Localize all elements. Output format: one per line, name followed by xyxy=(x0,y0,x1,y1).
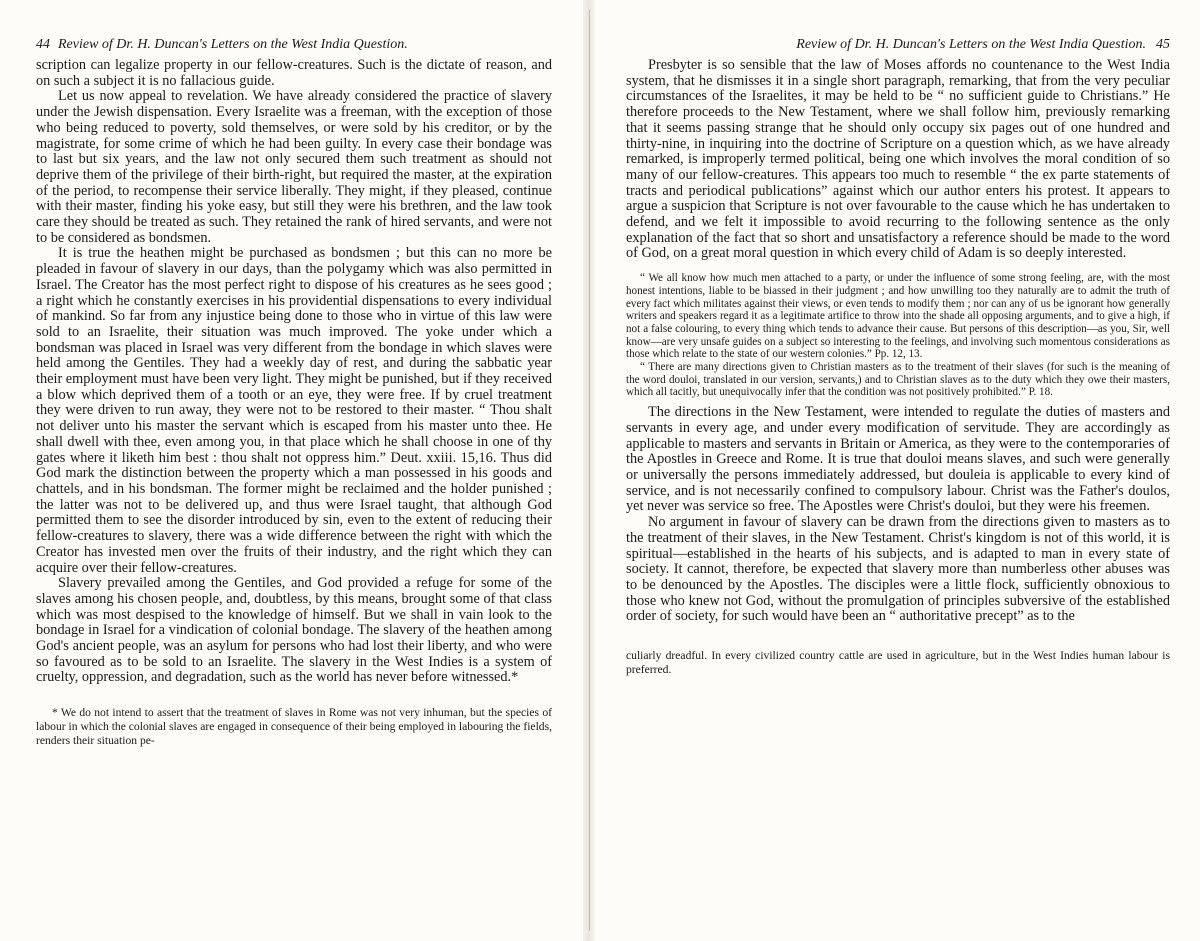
right-page-number: 45 xyxy=(1156,37,1170,52)
paragraph: Slavery prevailed among the Gentiles, and God provided a refuge for some of the slaves among his chosen people, and, doubtless, by this means, brought some of that class which was most despised to the knowledge of himself. But we shall in vain look to the bondage in Israel for a vindication of colonial bondage. The slavery of the heathen among God's ancient people, was an asylum for persons who had lost their liberty, and who were so favoured as to be sold to an Israelite. The slavery in the West Indies is a system of cruelty, oppression, and degradation, such as the world has never before witnessed.* xyxy=(36,575,552,686)
left-page-number: 44 xyxy=(36,37,50,52)
paragraph: The directions in the New Testament, were intended to regulate the duties of masters and servants in every age, and under every modification of servitude. They are accordingly as applicable to masters and servants in Britain or America, as they were to the contemporaries of the Apostles in Greece and Rome. It is true that douloi means slaves, and such were generally or universally the persons immediately addressed, but douleia is applicable to every kind of service, and is not necessarily confined to compulsory labour. Christ was the Father's doulos, yet never was service so free. The Apostles were Christ's douloi, but they were his freemen. xyxy=(626,404,1170,515)
paragraph: No argument in favour of slavery can be drawn from the directions given to masters as to the treatment of their slaves, in the New Testament. Christ's kingdom is not of this world, it is spiritual—established in the hearts of his subjects, and is adapted to man in every state of society. It cannot, therefore, be expected that slavery more than numberless other abuses was to be denounced by the Apostles. The disciples were a little flock, sufficiently obnoxious to those who knew not God, without the promulgation of principles subversive of the established order of society, for such would have been an “ authoritative precept” as to the xyxy=(626,514,1170,625)
block-quote xyxy=(626,272,1170,399)
left-body-text xyxy=(36,58,552,686)
right-page xyxy=(598,0,1200,941)
left-running-title: Review of Dr. H. Duncan's Letters on the West India Question. xyxy=(58,37,408,52)
right-running-title: Review of Dr. H. Duncan's Letters on the West India Question. xyxy=(796,37,1146,52)
quote-paragraph: “ There are many directions given to Christian masters as to the treatment of their slaves (for such is the meaning of the word douloi, translated in our version, servants,) and to Christian slaves as to the duty which they owe their masters, which all tacitly, but unequivocally infer that the condition was not positively prohibited.” P. 18. xyxy=(626,361,1170,399)
gutter-fold-line xyxy=(589,10,590,931)
right-body-text xyxy=(626,58,1170,262)
right-running-head xyxy=(626,36,1170,54)
paragraph: Let us now appeal to revelation. We have already considered the practice of slavery under the Jewish dispensation. Every Israelite was a freeman, with the exception of those who being reduced to poverty, sold themselves, or were sold by his creditor, or by the magistrate, for some crime of which he had been guilty. In every case their bondage was to last but six years, and the law not only secured them such treatment as should not deprive them of the privilege of their birth-right, but required the master, at the expiration of the period, to recompense their service liberally. They might, if they pleased, continue with their master, finding his yoke easy, but still they were his brethren, and the law took care they should be treated as such. They retained the rank of hired servants, and were not to be considered as bondsmen. xyxy=(36,88,552,246)
left-running-head xyxy=(36,36,552,54)
left-page xyxy=(0,0,580,941)
paragraph: It is true the heathen might be purchased as bondsmen ; but this can no more be pleaded in favour of slavery in our days, than the polygamy which was also permitted in Israel. The Creator has the most perfect right to dispose of his creatures as he sees good ; a right which he constantly exercises in his providential dispensations to every individual of mankind. So far from any injustice being done to those who in virtue of this law were sold to an Israelite, their situation was much improved. The yoke under which a bondsman was placed in Israel was very different from the bondage in which slaves were held among the Gentiles. They had a weekly day of rest, and during the sabbatic year their employment must have been very light. They might be punished, but if they received a blow which deprived them of a tooth or an eye, they were free. If by cruel treatment they were driven to run away, they were not to be restored to their master. “ Thou shalt not deliver unto his master the servant which is escaped from his master unto thee. He shall dwell with thee, even among you, in that place which he shall choose in one of thy gates where it liketh him best : thou shalt not oppress him.” Deut. xxiii. 15,16. Thus did God mark the distinction between the property which a man possessed in his goods and chattels, and in his bondsman. The former might be reclaimed and the holder punished ; the latter was not to be delivered up, and thus were Israel taught, that although God permitted them to see the disorder introduced by sin, even to the extent of reducing their fellow-creatures to slavery, there was a wide difference between the right with which the Creator has invested men over the fruits of their industry, and the right which they can acquire over their fellow-creatures. xyxy=(36,245,552,576)
left-footnote xyxy=(36,706,552,747)
footnote-continuation: culiarly dreadful. In every civilized country cattle are used in agriculture, but in the West Indies human labour is preferred. xyxy=(626,649,1170,676)
footnote-text: * We do not intend to assert that the treatment of slaves in Rome was not very inhuman, but the species of labour in which the colonial slaves are engaged in consequence of their being employed in labouring the fields, renders their situation pe- xyxy=(36,706,552,747)
paragraph: Presbyter is so sensible that the law of Moses affords no countenance to the West India system, that he dismisses it in a single short paragraph, remarking, that from the very peculiar circumstances of the Israelites, it may be held to be “ no sufficient guide to Christians.” He therefore proceeds to the New Testament, where we shall follow him, previously remarking that it seems passing strange that he should only occupy six pages out of one hundred and thirty-nine, in inquiring into the doctrine of Scripture on a question which, as we have already remarked, is improperly termed political, being one which involves the moral condition of so many of our fellow-creatures. This appears too much to resemble “ the ex parte statements of tracts and periodical publications” against which our author enters his protest. It appears to argue a suspicion that Scripture is not over favourable to the cause which he has undertaken to defend, and we felt it impossible to avoid recurring to the following sentence as the only explanation of the fact that so short and unsatisfactory a reference should be made to the word of God, on a great moral question in which every child of Adam is so deeply interested. xyxy=(626,57,1170,262)
right-body-text-continued xyxy=(626,405,1170,625)
paragraph: scription can legalize property in our fellow-creatures. Such is the dictate of reason, and on such a subject it is no fallacious guide. xyxy=(36,57,552,89)
right-footnote xyxy=(626,649,1170,677)
quote-paragraph: “ We all know how much men attached to a party, or under the influence of some strong feeling, are, with the most honest intentions, liable to be biassed in their judgment ; and how unwilling too they naturally are to admit the truth of every fact which militates against their views, or even tends to modify them ; nor can any of us be ignorant how generally writers and speakers regard it as a legitimate artifice to throw into the shade all opposing arguments, and to give a high, if not a false colouring, to every thing which tends to advance their cause. But persons of this description—as you, Sir, well know—are very unsafe guides on a subject so interesting to the feelings, and involving such momentous considerations as those which relate to the state of our western colonies.” Pp. 12, 13. xyxy=(626,272,1170,361)
